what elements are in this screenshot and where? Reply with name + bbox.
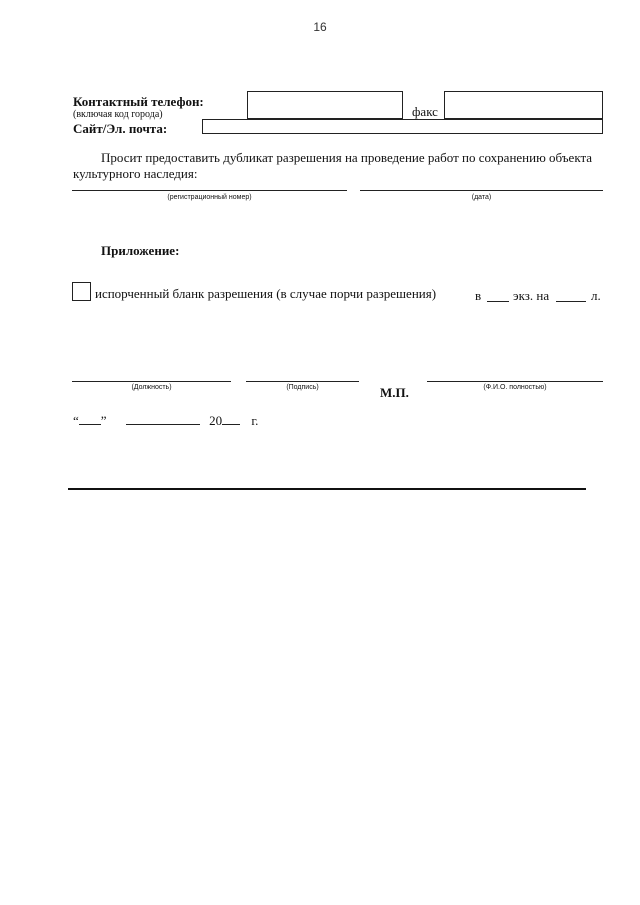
year-suffix: г. (251, 413, 259, 428)
attachment-checkbox[interactable] (72, 282, 91, 301)
year-prefix: 20 (209, 413, 223, 428)
phone-field[interactable] (247, 91, 403, 119)
sheets-label: л. (591, 288, 601, 303)
stamp-label: М.П. (380, 385, 409, 400)
fax-field[interactable] (444, 91, 603, 119)
reg-number-caption: (регистрационный номер) (167, 194, 252, 201)
full-name-line[interactable] (427, 381, 603, 382)
signature-caption: (Подпись) (286, 384, 319, 391)
signature-line[interactable] (246, 381, 359, 382)
copies-count-line[interactable] (487, 301, 509, 302)
close-quote: ” (100, 413, 107, 428)
phone-note: (включая код города) (73, 109, 163, 120)
copies-label: экз. на (513, 288, 550, 303)
sheets-count-line[interactable] (556, 301, 586, 302)
full-name-caption: (Ф.И.О. полностью) (483, 384, 547, 391)
in-label: в (475, 288, 482, 303)
site-label: Сайт/Эл. почта: (73, 121, 168, 136)
page-number: 16 (313, 20, 327, 34)
request-text-line2: культурного наследия: (73, 166, 198, 181)
month-field[interactable] (126, 414, 200, 425)
fax-label: факс (412, 104, 438, 119)
date-line[interactable] (360, 190, 603, 191)
phone-label: Контактный телефон: (73, 94, 204, 109)
year-field[interactable] (222, 414, 240, 425)
closing-rule (68, 488, 586, 490)
position-caption: (Должность) (131, 384, 172, 391)
date-caption: (дата) (471, 194, 492, 201)
site-email-field[interactable] (202, 119, 603, 134)
day-field[interactable] (79, 414, 101, 425)
attachment-item-label: испорченный бланк разрешения (в случае порчи разрешения) (95, 286, 437, 301)
reg-number-line[interactable] (72, 190, 347, 191)
request-text-line1: Просит предоставить дубликат разрешения на проведение работ по сохранению объекта (101, 150, 593, 165)
open-quote: “ (73, 413, 79, 428)
position-line[interactable] (72, 381, 231, 382)
attachment-heading: Приложение: (101, 243, 180, 258)
date-row (73, 413, 258, 429)
